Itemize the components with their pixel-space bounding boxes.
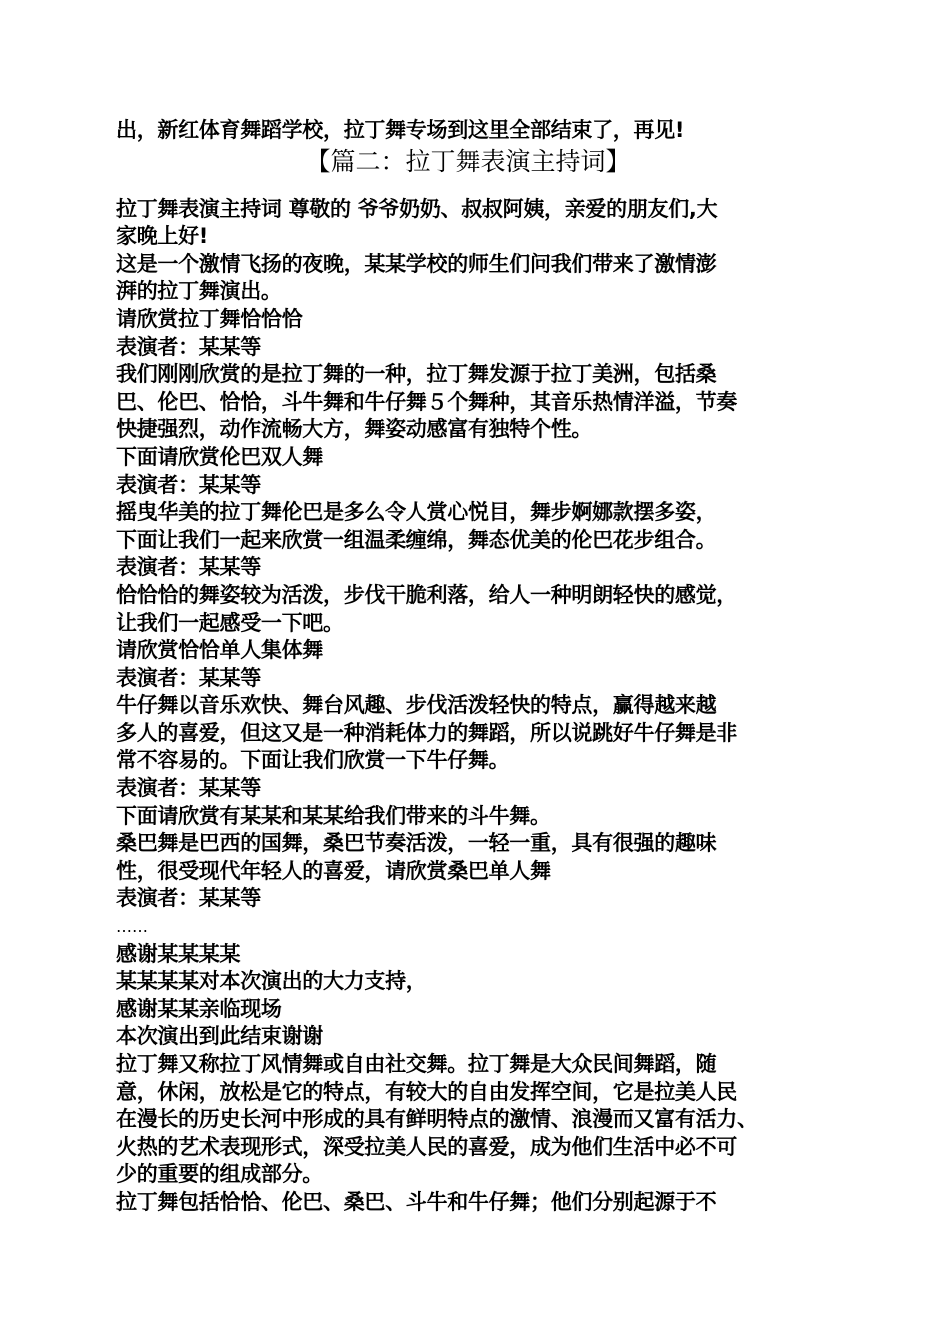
text-line: 多人的喜爱，但这又是一种消耗体力的舞蹈，所以说跳好牛仔舞是非 (116, 720, 737, 745)
text-line: 下面请欣赏有某某和某某给我们带来的斗牛舞。 (116, 803, 551, 828)
intro-line: 出，新红体育舞蹈学校，拉丁舞专场到这里全部结束了，再见! (116, 118, 685, 142)
ellipsis-line: …… (116, 917, 148, 937)
text-line: 牛仔舞以音乐欢快、舞台风趣、步伐活泼轻快的特点，赢得越来越 (116, 693, 717, 718)
text-line: 表演者：某某等 (116, 665, 261, 690)
text-line: 桑巴舞是巴西的国舞，桑巴节奏活泼，一轻一重，具有很强的趣味 (116, 831, 717, 856)
text-line: 巴、伦巴、恰恰，斗牛舞和牛仔舞５个舞种，其音乐热情洋溢，节奏 (116, 389, 737, 414)
text-line: 表演者：某某等 (116, 334, 261, 359)
text-line: 拉丁舞又称拉丁风情舞或自由社交舞。拉丁舞是大众民间舞蹈，随 (116, 1052, 717, 1076)
text-line: 拉丁舞表演主持词 尊敬的 爷爷奶奶、叔叔阿姨，亲爱的朋友们,大 (116, 196, 718, 221)
text-line: 摇曳华美的拉丁舞伦巴是多么令人赏心悦目，舞步婀娜款摆多姿， (116, 500, 717, 525)
text-line: 火热的艺术表现形式，深受拉美人民的喜爱，成为他们生活中必不可 (116, 1134, 737, 1159)
text-line: 某某某某对本次演出的大力支持， (116, 969, 427, 994)
text-line: 常不容易的。下面让我们欣赏一下牛仔舞。 (116, 748, 510, 773)
text-line: 表演者：某某等 (116, 776, 261, 801)
text-line: 拉丁舞包括恰恰、伦巴、桑巴、斗牛和牛仔舞；他们分别起源于不 (116, 1189, 717, 1214)
text-line: 湃的拉丁舞演出。 (116, 279, 282, 304)
section-heading: 【篇二：拉丁舞表演主持词】 (305, 146, 631, 176)
text-line: 表演者：某某等 (116, 472, 261, 497)
document-body (116, 117, 846, 1217)
text-line: 我们刚刚欣赏的是拉丁舞的一种，拉丁舞发源于拉丁美洲，包括桑 (116, 362, 717, 387)
text-line: 让我们一起感受一下吧。 (116, 610, 344, 635)
text-line: 家晚上好! (116, 224, 209, 249)
text-line: 意，休闲，放松是它的特点，有较大的自由发挥空间，它是拉美人民 (116, 1079, 737, 1104)
text-line: 少的重要的组成部分。 (116, 1162, 323, 1187)
text-line: 感谢某某亲临现场 (116, 996, 282, 1021)
text-line: 本次演出到此结束谢谢 (116, 1024, 323, 1049)
text-line: 请欣赏恰恰单人集体舞 (116, 638, 323, 663)
text-line: 表演者：某某等 (116, 555, 261, 580)
text-line: 感谢某某某某 (116, 941, 241, 966)
text-line: 在漫长的历史长河中形成的具有鲜明特点的激情、浪漫而又富有活力、 (116, 1107, 758, 1132)
text-line: 这是一个激情飞扬的夜晚，某某学校的师生们问我们带来了激情澎 (116, 251, 717, 276)
text-line: 表演者：某某等 (116, 886, 261, 911)
text-line: 恰恰恰的舞姿较为活泼，步伐干脆利落，给人一种明朗轻快的感觉， (116, 582, 737, 607)
text-line: 下面让我们一起来欣赏一组温柔缠绵，舞态优美的伦巴花步组合。 (116, 527, 717, 552)
paragraph-block (116, 196, 846, 1217)
text-line: 请欣赏拉丁舞恰恰恰 (116, 306, 303, 331)
text-line: 下面请欣赏伦巴双人舞 (116, 444, 323, 469)
text-line: 性，很受现代年轻人的喜爱，请欣赏桑巴单人舞 (116, 858, 551, 883)
text-line: 快捷强烈，动作流畅大方，舞姿动感富有独特个性。 (116, 417, 593, 442)
